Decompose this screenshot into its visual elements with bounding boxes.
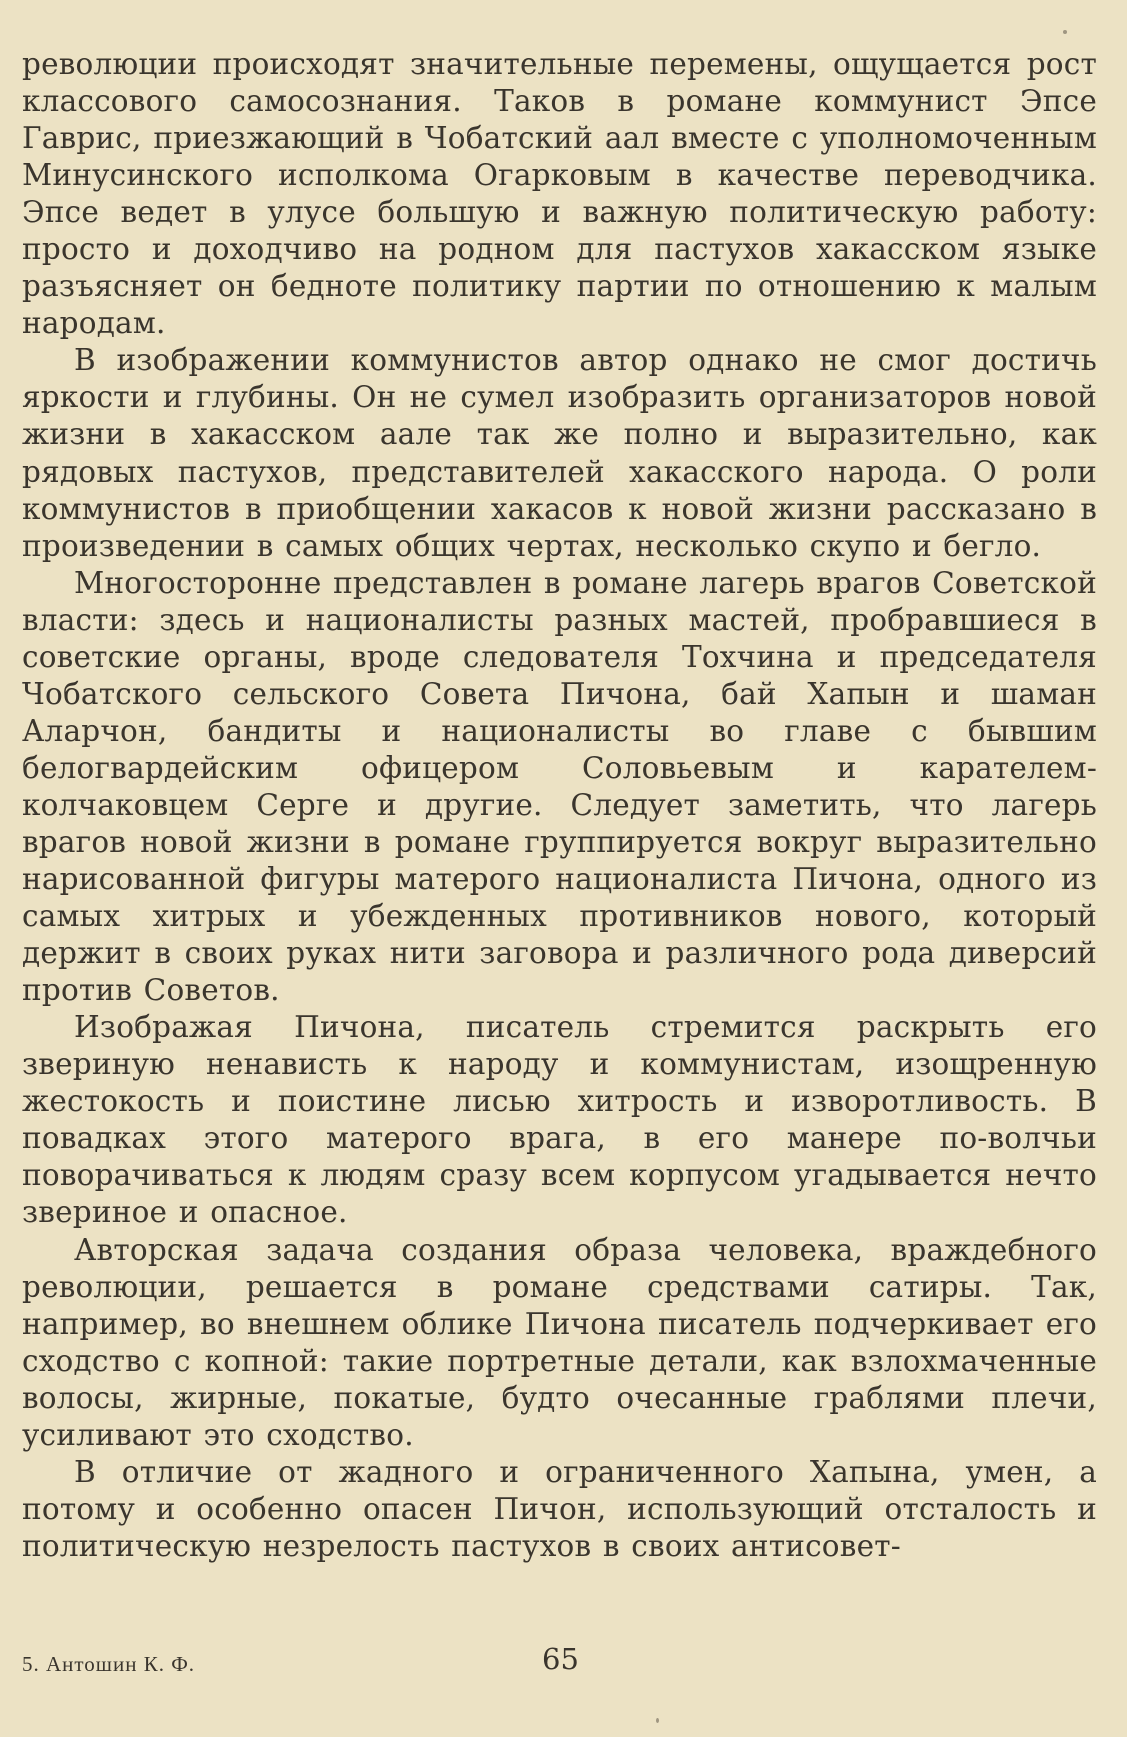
page-number: 65 bbox=[542, 1642, 579, 1676]
print-speck bbox=[1063, 30, 1067, 34]
printer-signature: 5. Антошин К. Ф. bbox=[22, 1652, 196, 1676]
page-body bbox=[22, 46, 1097, 1565]
page-footer bbox=[22, 1640, 1097, 1680]
print-speck bbox=[656, 1718, 659, 1723]
paragraph-5: Авторская задача создания образа человека, враждебного революции, решается в романе средствами сатиры. Так, например, во внешнем облике Пичона писатель подчеркивает его сходство с копной: такие портретные детали, как взлохмаченные волосы, жирные, покатые, будто очесанные граблями плечи, усиливают это сходство. bbox=[22, 1232, 1097, 1452]
paragraph-3: Многосторонне представлен в романе лагерь врагов Советской власти: здесь и националисты разных мастей, пробравшиеся в советские органы, вроде следователя Тохчина и председателя Чобатского сельского Совета Пичона, бай Хапын и шаман Аларчон, бандиты и националисты во главе с бывшим белогвардейским офицером Соловьевым и карателем-колчаковцем Серге и другие. Следует заметить, что лагерь врагов новой жизни в романе группируется вокруг выразительно нарисованной фигуры матерого националиста Пичона, одного из самых хитрых и убежденных противников нового, который держит в своих руках нити заговора и различного рода диверсий против Советов. bbox=[22, 565, 1097, 1008]
paragraph-4: Изображая Пичона, писатель стремится раскрыть его звериную ненависть к народу и коммунистам, изощренную жестокость и поистине лисью хитрость и изворотливость. В повадках этого матерого врага, в его манере по-волчьи поворачиваться к людям сразу всем корпусом угадывается нечто звериное и опасное. bbox=[22, 1010, 1097, 1230]
paragraph-1: революции происходят значительные перемены, ощущается рост классового самосознания. Таков в романе коммунист Эпсе Гаврис, приезжающий в Чобатский аал вместе с уполномоченным Минусинского исполкома Огарковым в качестве переводчика. Эпсе ведет в улусе большую и важную политическую работу: просто и доходчиво на родном для пастухов хакасском языке разъясняет он бедноте политику партии по отношению к малым народам. bbox=[22, 47, 1097, 341]
paragraph-2: В изображении коммунистов автор однако не смог достичь яркости и глубины. Он не сумел изобразить организаторов новой жизни в хакасском аале так же полно и выразительно, как рядовых пастухов, представителей хакасского народа. О роли коммунистов в приобщении хакасов к новой жизни рассказано в произведении в самых общих чертах, несколько скупо и бегло. bbox=[22, 343, 1097, 563]
paragraph-6: В отличие от жадного и ограниченного Хапына, умен, а потому и особенно опасен Пичон, использующий отсталость и политическую незрелость пастухов в своих антисовет- bbox=[22, 1454, 1097, 1563]
